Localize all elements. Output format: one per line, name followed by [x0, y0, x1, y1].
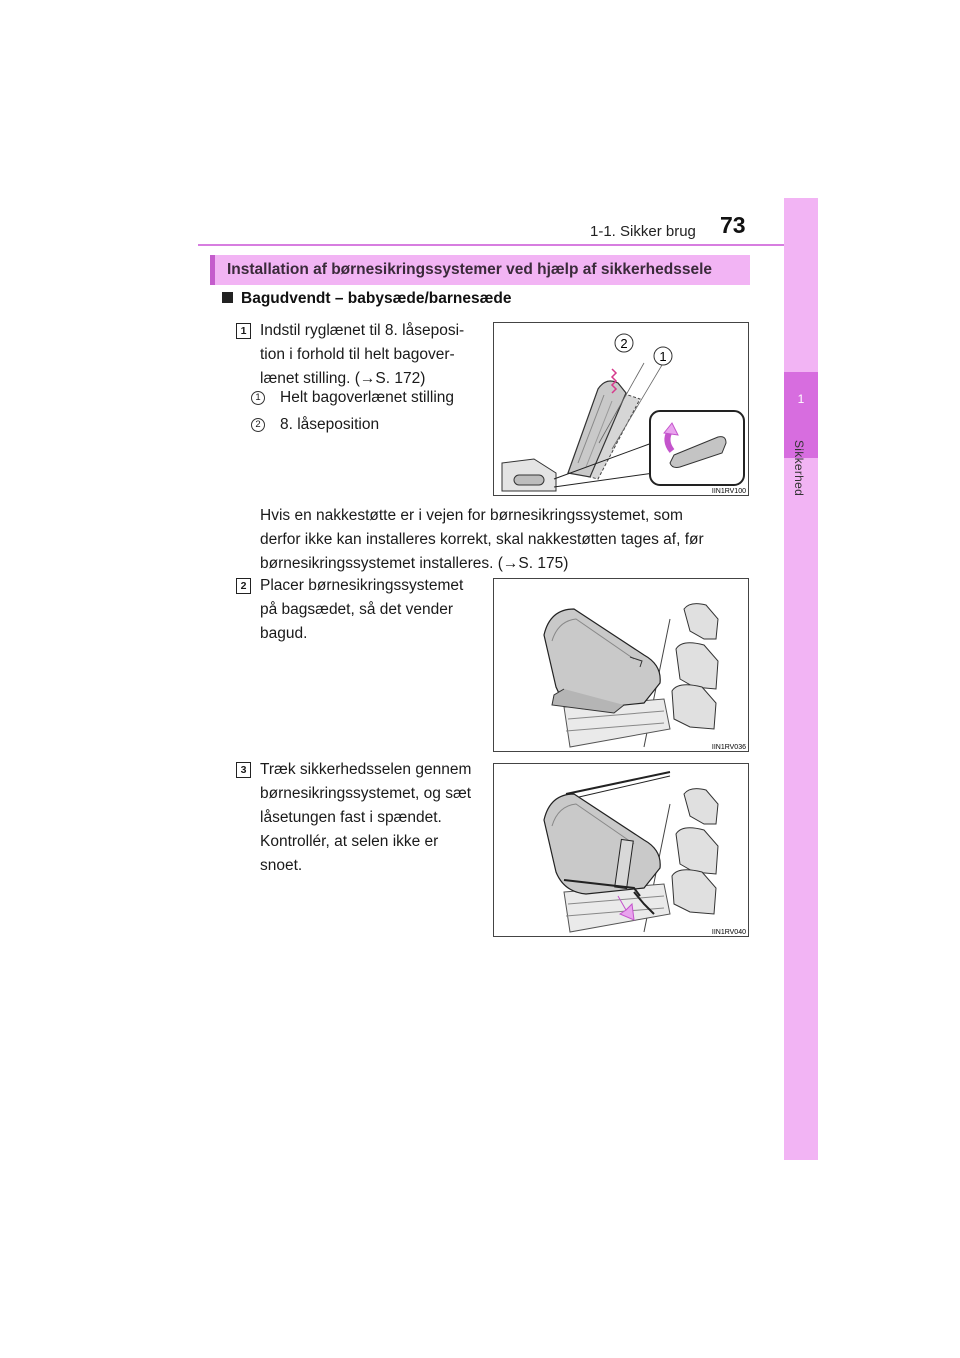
header-divider: [198, 244, 818, 246]
step-1-line: lænet stilling. (→S. 172): [260, 370, 426, 387]
step-2-text: [260, 574, 480, 646]
callout-number-2: 2: [251, 418, 265, 432]
step-1-line: tion i forhold til helt bagover-: [260, 346, 455, 363]
step-2-line: bagud.: [260, 625, 308, 642]
note-line: Hvis en nakkestøtte er i vejen for børnesikringssystemet, som: [260, 507, 683, 524]
subheading-text: Bagudvendt – babysæde/barnesæde: [241, 290, 512, 307]
note-line: børnesikringssystemet installeres. (→S. 175): [260, 555, 569, 572]
section-reference: 1-1. Sikker brug: [590, 223, 696, 240]
step-3-line: Kontrollér, at selen ikke er: [260, 833, 439, 850]
child-seat-placement-illustration: [494, 579, 749, 752]
callout-1-text: Helt bagoverlænet stilling: [280, 389, 455, 406]
figure-callout-1: 1: [659, 349, 667, 364]
child-seat-placement-figure: [493, 578, 749, 752]
step-2-line: på bagsædet, så det vender: [260, 601, 454, 618]
figure-callout-2: 2: [620, 336, 628, 351]
step-3-line: snoet.: [260, 857, 303, 874]
figure-code: IIN1RV100: [711, 488, 746, 495]
page-number: 73: [720, 212, 746, 238]
callout-2-text: 8. låseposition: [280, 416, 380, 433]
figure-code: IIN1RV036: [711, 744, 746, 751]
seat-recline-figure: [493, 322, 749, 496]
step-1-note: [260, 504, 750, 576]
step-2-line: Placer børnesikringssystemet: [260, 577, 464, 594]
callout-number-1: 1: [251, 391, 265, 405]
step-3-text: [260, 758, 480, 878]
step-1-line: Indstil ryglænet til 8. låseposi-: [260, 322, 465, 339]
step-number-1: 1: [236, 323, 251, 339]
seatbelt-routing-figure: [493, 763, 749, 937]
subheading: [222, 290, 511, 308]
step-3-line: børnesikringssystemet, og sæt: [260, 785, 472, 802]
step-3-line: Træk sikkerhedsselen gennem: [260, 761, 472, 778]
chapter-name: Sikkerhed: [792, 440, 806, 497]
step-1-text: [260, 319, 480, 391]
step-number-2: 2: [236, 578, 251, 594]
seat-recline-illustration: [494, 323, 749, 496]
chapter-side-tab: [784, 198, 818, 1160]
section-banner: [210, 255, 750, 285]
chapter-number: 1: [797, 392, 805, 406]
figure-code: IIN1RV040: [711, 929, 746, 936]
note-line: derfor ikke kan installeres korrekt, skal nakkestøtten tages af, før: [260, 531, 704, 548]
section-title: Installation af børnesikringssystemer ved hjælp af sikkerhedssele: [227, 261, 712, 278]
step-number-3: 3: [236, 762, 251, 778]
seatbelt-routing-illustration: [494, 764, 749, 937]
step-3-line: låsetungen fast i spændet.: [260, 809, 442, 826]
square-bullet-icon: [222, 292, 233, 303]
